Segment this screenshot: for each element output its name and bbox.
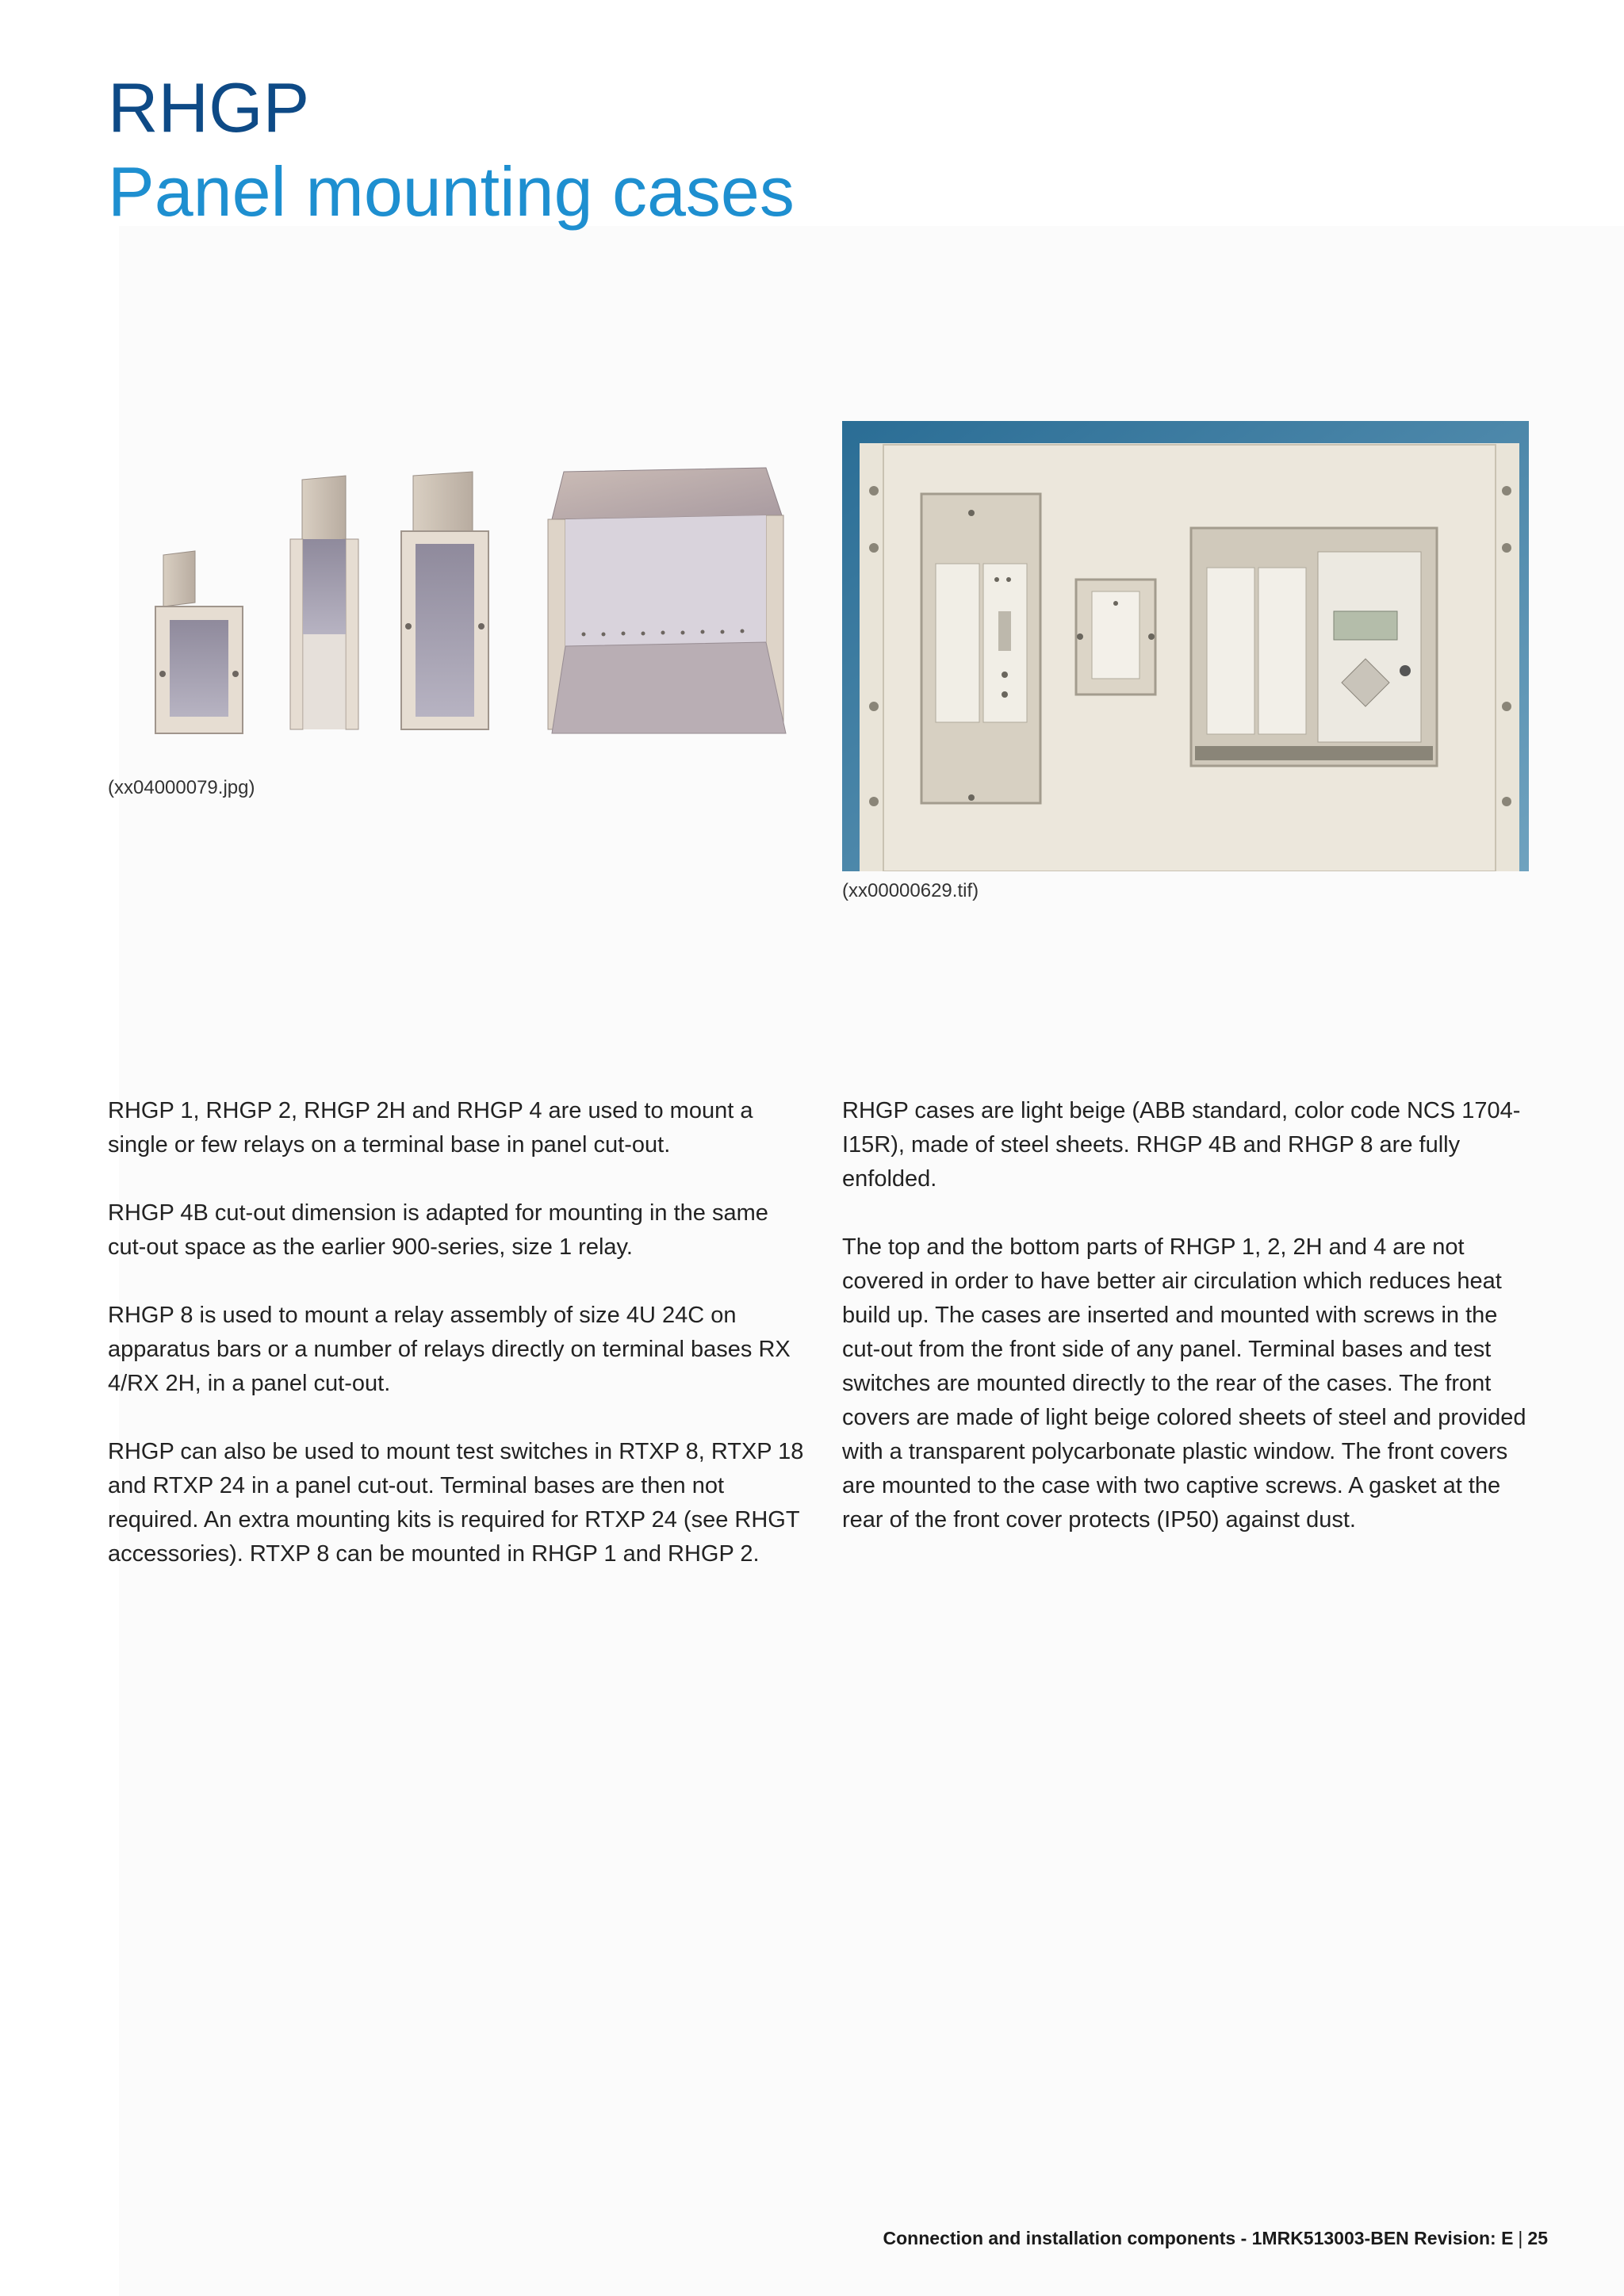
mounting-cases-photo (108, 444, 806, 761)
footer-separator: | (1518, 2228, 1523, 2248)
page-number: 25 (1527, 2228, 1548, 2248)
paragraph: The top and the bottom parts of RHGP 1, 2, 2H and 4 are not covered in order to have better air circulation which reduces heat build up. The cases are inserted and mounted with screws in the cut-out from the front side of any panel. Terminal bases and test switches are mounted directly to the rear of the cases. The front covers are made of light beige colored sheets of steel and provided with a transparent polycarbonate plastic window. The front covers are mounted to the case with two captive screws. A gasket at the rear of the front cover protects (IP50) against dust. (842, 1234, 1526, 1533)
panel-assembly-photo (842, 421, 1529, 871)
footer-document-title: Connection and installation components - 1MRK513003-BEN Revision: E (883, 2228, 1514, 2248)
case-rhgp4 (548, 468, 786, 733)
paragraph: RHGP cases are light beige (ABB standard, color code NCS 1704-I15R), made of steel sheets. RHGP 4B and RHGP 8 are fully enfolded. (842, 1098, 1521, 1192)
case-rhgp2 (290, 476, 358, 729)
case-rhgp2h (401, 472, 488, 729)
paragraph: RHGP 1, RHGP 2, RHGP 2H and RHGP 4 are used to mount a single or few relays on a terminal base in panel cut-out. (108, 1098, 753, 1158)
page-footer (883, 2228, 1548, 2249)
right-text-column (842, 1094, 1540, 1571)
left-cut-out (921, 494, 1040, 803)
page-subtitle: Panel mounting cases (108, 152, 795, 231)
page-title: RHGP (108, 68, 310, 147)
right-cut-out (1191, 528, 1437, 766)
middle-cut-out (1076, 580, 1155, 695)
left-text-column (108, 1094, 806, 1605)
paragraph: RHGP 4B cut-out dimension is adapted for mounting in the same cut-out space as the earlier 900-series, size 1 relay. (108, 1200, 768, 1260)
paragraph: RHGP 8 is used to mount a relay assembly of size 4U 24C on apparatus bars or a number of relays directly on terminal bases RX 4/RX 2H, in a panel cut-out. (108, 1303, 791, 1396)
case-rhgp1 (155, 551, 243, 733)
paragraph: RHGP can also be used to mount test switches in RTXP 8, RTXP 18 and RTXP 24 in a panel cut-out. Terminal bases are then not required. An extra mounting kits is required for RTXP 24 (see RHGT accessories). RTXP 8 can be mounted in RHGP 1 and RHGP 2. (108, 1439, 804, 1567)
left-figure-caption: (xx04000079.jpg) (108, 777, 255, 798)
right-figure-caption: (xx00000629.tif) (842, 880, 979, 901)
